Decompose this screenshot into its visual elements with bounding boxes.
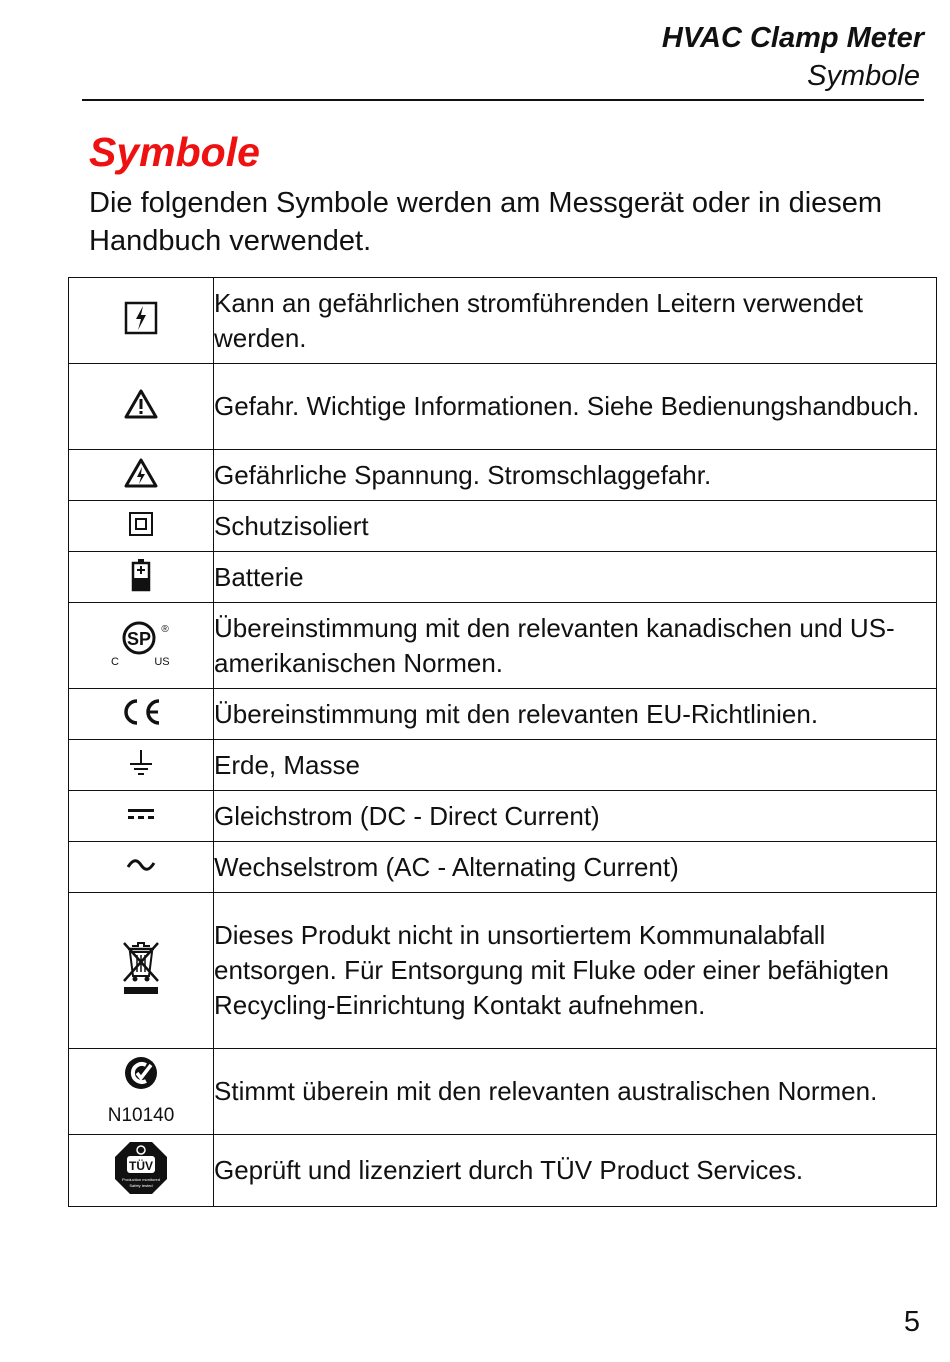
symbol-description: Dieses Produkt nicht in unsortiertem Kommunalabfall entsorgen. Für Entsorgung mit Fluke oder einer befähigten Recycling-Einrichtung Kontakt aufnehmen. <box>214 893 937 1049</box>
csa-mark-icon <box>110 618 172 668</box>
symbol-description: Schutzisoliert <box>214 501 937 552</box>
symbol-description: Übereinstimmung mit den relevanten EU-Richtlinien. <box>214 689 937 740</box>
header-rule <box>82 99 924 101</box>
running-head <box>662 20 924 94</box>
symbol-description: Gefährliche Spannung. Stromschlaggefahr. <box>214 450 937 501</box>
table-row <box>69 450 937 501</box>
csa-mark-letters: SP <box>126 629 152 649</box>
symbol-description: Gleichstrom (DC - Direct Current) <box>214 791 937 842</box>
live-conductor-icon <box>124 301 158 335</box>
dc-icon <box>127 807 155 821</box>
ac-icon <box>126 858 156 872</box>
table-row <box>69 740 937 791</box>
warning-triangle-icon <box>124 389 158 419</box>
table-row <box>69 689 937 740</box>
c-tick-icon <box>124 1056 158 1090</box>
intro-paragraph: Die folgenden Symbole werden am Messgerät oder in diesem Handbuch verwendet. <box>89 187 883 257</box>
table-row <box>69 1049 937 1135</box>
manual-title: HVAC Clamp Meter <box>661 22 924 54</box>
symbol-cell <box>69 603 214 689</box>
symbol-cell <box>69 364 214 450</box>
symbol-cell <box>69 689 214 740</box>
symbol-description: Stimmt überein mit den relevanten australischen Normen. <box>214 1049 937 1135</box>
csa-c-label: C <box>111 656 119 668</box>
double-insulation-icon <box>128 511 154 537</box>
symbol-description: Batterie <box>214 552 937 603</box>
symbol-cell <box>69 893 214 1049</box>
symbol-description: Gefahr. Wichtige Informationen. Siehe Bedienungshandbuch. <box>214 364 937 450</box>
weee-bin-icon <box>119 940 163 996</box>
symbol-cell <box>69 1135 214 1207</box>
symbol-cell <box>69 791 214 842</box>
tuv-mark-text: TÜV <box>129 1159 153 1173</box>
high-voltage-triangle-icon <box>124 458 158 488</box>
symbol-cell <box>69 740 214 791</box>
symbol-cell <box>69 1049 214 1135</box>
symbol-description: Erde, Masse <box>214 740 937 791</box>
csa-registered-sign: ® <box>161 624 169 635</box>
battery-icon <box>131 558 151 592</box>
symbol-cell <box>69 450 214 501</box>
c-tick-code: N10140 <box>107 1105 175 1126</box>
tuv-caption-1: Production monitored <box>121 1177 161 1182</box>
table-row <box>69 842 937 893</box>
symbol-description: Kann an gefährlichen stromführenden Leitern verwendet werden. <box>214 278 937 364</box>
table-row <box>69 791 937 842</box>
ce-mark-icon <box>118 697 164 727</box>
tuv-mark-icon <box>113 1140 169 1196</box>
section-title: Symbole <box>89 129 260 175</box>
table-row <box>69 364 937 450</box>
table-row <box>69 603 937 689</box>
earth-ground-icon <box>128 748 154 778</box>
symbol-cell <box>69 278 214 364</box>
table-row <box>69 1135 937 1207</box>
symbol-description: Wechselstrom (AC - Alternating Current) <box>214 842 937 893</box>
symbol-cell <box>69 501 214 552</box>
table-row <box>69 278 937 364</box>
csa-us-label: US <box>154 656 170 668</box>
page-number: 5 <box>903 1306 920 1338</box>
table-row <box>69 501 937 552</box>
symbol-cell <box>69 552 214 603</box>
symbols-table <box>68 277 937 1207</box>
symbol-cell <box>69 842 214 893</box>
tuv-caption-2: Safety tested <box>129 1183 153 1188</box>
table-row <box>69 893 937 1049</box>
symbol-description: Übereinstimmung mit den relevanten kanadischen und US-amerikanischen Normen. <box>214 603 937 689</box>
symbol-description: Geprüft und lizenziert durch TÜV Product Services. <box>214 1135 937 1207</box>
table-row <box>69 552 937 603</box>
running-section: Symbole <box>807 60 920 92</box>
